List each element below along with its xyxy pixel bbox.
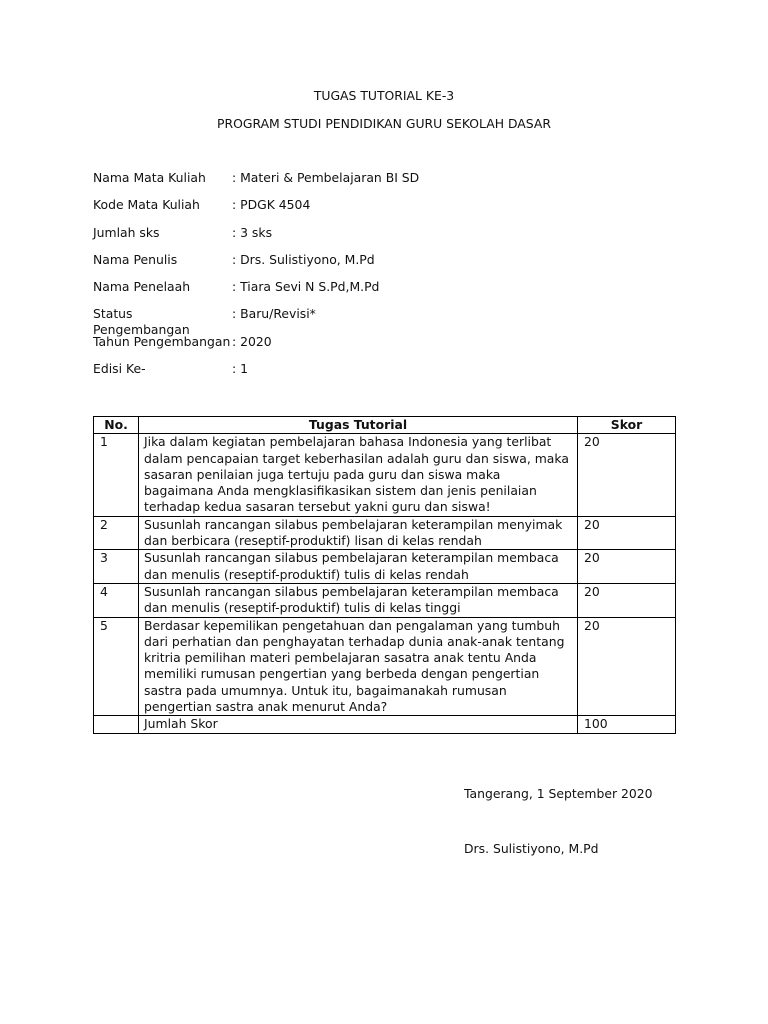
info-label: Nama Mata Kuliah: [93, 170, 206, 185]
info-row: [93, 361, 419, 388]
info-value: : 1: [232, 361, 248, 377]
course-info: [93, 170, 419, 388]
info-row: [93, 170, 419, 197]
total-row: [94, 716, 676, 733]
signer-name: Drs. Sulistiyono, M.Pd: [464, 841, 599, 856]
header-task: Tugas Tutorial: [139, 417, 578, 434]
info-label: Edisi Ke-: [93, 361, 146, 377]
task-text: Susunlah rancangan silabus pembelajaran keterampilan membaca dan menulis (reseptif-produktif) tulis di kelas tinggi: [139, 583, 578, 617]
header-score: Skor: [578, 417, 676, 434]
task-text: Susunlah rancangan silabus pembelajaran keterampilan membaca dan menulis (reseptif-produktif) tulis di kelas rendah: [139, 550, 578, 584]
header-no: No.: [94, 417, 139, 434]
task-table: [93, 416, 676, 734]
info-row: [93, 252, 419, 279]
info-row: [93, 306, 419, 338]
row-number: 2: [94, 516, 139, 550]
info-label: Nama Penelaah: [93, 279, 191, 295]
task-score: 20: [578, 434, 676, 516]
table-row: [94, 516, 676, 550]
info-label: Tahun Pengembangan: [93, 333, 231, 349]
program-name: PROGRAM STUDI PENDIDIKAN GURU SEKOLAH DASAR: [217, 116, 551, 131]
place-date: Tangerang, 1 September 2020: [464, 786, 653, 801]
info-row: [93, 225, 419, 252]
row-number: 3: [94, 550, 139, 584]
info-value: : PDGK 4504: [232, 197, 311, 213]
table-row: [94, 550, 676, 584]
task-score: 20: [578, 583, 676, 617]
table-row: [94, 434, 676, 516]
info-label: Kode Mata Kuliah: [93, 197, 200, 213]
task-text: Jika dalam kegiatan pembelajaran bahasa Indonesia yang terlibat dalam pencapaian target keberhasilan adalah guru dan siswa, maka sasaran penilaian juga tertuju pada guru dan siswa maka bagaimana Anda mengklasifikasikan sistem dan jenis penilaian terhadap kedua sasaran tersebut yakni guru dan siswa!: [139, 434, 578, 516]
table-row: [94, 617, 676, 716]
info-label: Jumlah sks: [93, 224, 160, 240]
info-value: : Tiara Sevi N S.Pd,M.Pd: [232, 279, 380, 295]
row-number: 5: [94, 617, 139, 716]
task-score: 20: [578, 550, 676, 584]
task-score: 20: [578, 516, 676, 550]
total-label: Jumlah Skor: [139, 716, 578, 733]
document-title: TUGAS TUTORIAL KE-3: [313, 88, 455, 103]
info-row: [93, 197, 419, 224]
row-number: 1: [94, 434, 139, 516]
info-label: Status Pengembangan: [93, 306, 190, 338]
info-row: [93, 279, 419, 306]
info-value: : Materi & Pembelajaran BI SD: [232, 170, 420, 185]
info-label: Nama Penulis: [93, 251, 178, 267]
table-row: [94, 583, 676, 617]
info-value: : Drs. Sulistiyono, M.Pd: [232, 251, 375, 267]
total-number: [94, 716, 139, 733]
info-value: : 3 sks: [232, 224, 273, 240]
task-text: Berdasar kepemilikan pengetahuan dan pengalaman yang tumbuh dari perhatian dan penghayatan terhadap dunia anak-anak tentang kritria pemilihan materi pembelajaran sasatra anak tentu Anda memiliki rumusan pengertian yang berbeda dengan pengertian sastra pada umumnya. Untuk itu, bagaimanakah rumusan pengertian sastra anak menurut Anda?: [139, 617, 578, 716]
row-number: 4: [94, 583, 139, 617]
table-header-row: [94, 417, 676, 434]
info-value: : 2020: [232, 333, 272, 349]
task-text: Susunlah rancangan silabus pembelajaran keterampilan menyimak dan berbicara (reseptif-produktif) lisan di kelas rendah: [139, 516, 578, 550]
task-score: 20: [578, 617, 676, 716]
total-score: 100: [578, 716, 676, 733]
info-row: [93, 334, 419, 361]
info-value: : Baru/Revisi*: [232, 306, 316, 322]
